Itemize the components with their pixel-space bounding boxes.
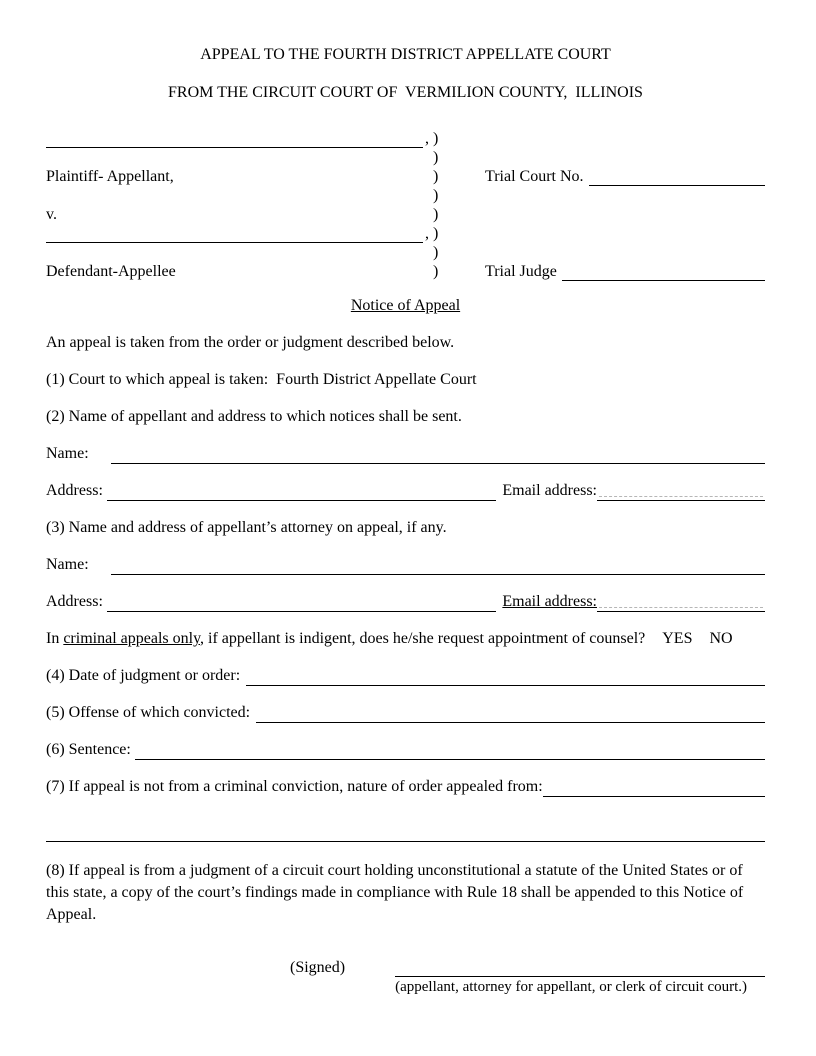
defendant-appellee-label: Defendant-Appellee: [46, 263, 176, 280]
judgment-date-blank[interactable]: [246, 668, 765, 686]
caption-row: [46, 262, 765, 281]
defendant-name-blank[interactable]: [46, 227, 423, 243]
caption-paren: ): [433, 206, 439, 223]
no-option[interactable]: NO: [709, 630, 733, 647]
item-1: [46, 369, 765, 390]
counsel-question: [46, 628, 765, 649]
item-3-label: (3) Name and address of appellant’s attorney on appeal, if any.: [46, 519, 447, 536]
trial-judge-blank[interactable]: [562, 265, 765, 281]
email-field-label: Email address:: [502, 482, 597, 499]
caption-paren: ): [433, 263, 439, 280]
item-7: [46, 776, 765, 797]
order-nature-continuation-blank[interactable]: [46, 824, 765, 842]
item-6-label: (6) Sentence:: [46, 741, 131, 758]
address-field-label: Address:: [46, 593, 103, 610]
item-8-text: (8) If appeal is from a judgment of a circuit court holding unconstitutional a statute of the United States or of this state, a copy of the court’s findings made in compliance with Rule 18 shall be appended to this Notice of Appeal.: [46, 862, 744, 923]
caption-paren: ): [433, 187, 439, 204]
item-7-label: (7) If appeal is not from a criminal conviction, nature of order appealed from:: [46, 778, 543, 795]
attorney-name-blank[interactable]: [111, 557, 765, 575]
signature-caption: (appellant, attorney for appellant, or clerk of circuit court.): [395, 979, 748, 995]
caption-paren: ): [433, 168, 439, 185]
item-5: [46, 702, 765, 723]
appellant-name-blank[interactable]: [111, 446, 765, 464]
caption-row: [46, 186, 765, 205]
signature-column: [395, 958, 765, 997]
item-7-continuation-row: [46, 821, 765, 842]
caption-row: [46, 167, 765, 186]
item-6: [46, 739, 765, 760]
address-field-label: Address:: [46, 482, 103, 499]
order-nature-blank[interactable]: [543, 779, 765, 797]
item-5-label: (5) Offense of which convicted:: [46, 704, 251, 721]
offense-blank[interactable]: [256, 705, 765, 723]
caption-paren: ): [433, 225, 439, 242]
item-4-label: (4) Date of judgment or order:: [46, 667, 241, 684]
versus-label: v.: [46, 206, 57, 223]
attorney-address-blank[interactable]: [107, 594, 496, 612]
email-field-label: Email address:: [502, 593, 597, 610]
intro-text: An appeal is taken from the order or judgment described below.: [46, 334, 455, 351]
appellant-address-blank[interactable]: [107, 483, 496, 501]
caption-comma: ,: [425, 130, 429, 147]
appellant-address-row: [46, 480, 765, 501]
caption-row: [46, 224, 765, 243]
caption-paren: ): [433, 149, 439, 166]
counsel-question-rest: , if appellant is indigent, does he/she request appointment of counsel?: [200, 630, 646, 647]
trial-court-no-label: Trial Court No.: [485, 168, 584, 185]
trial-judge-label: Trial Judge: [485, 263, 557, 280]
signature-blank[interactable]: [395, 958, 765, 977]
form-title-line2: FROM THE CIRCUIT COURT OF VERMILION COUNTY, ILLINOIS: [168, 84, 643, 101]
yes-option[interactable]: YES: [662, 630, 693, 647]
notice-of-appeal-heading-text: Notice of Appeal: [350, 297, 461, 314]
case-caption: [46, 129, 765, 281]
sentence-blank[interactable]: [135, 742, 765, 760]
trial-court-no-blank[interactable]: [589, 170, 765, 186]
caption-row: [46, 148, 765, 167]
notice-of-appeal-heading: [46, 295, 765, 316]
name-field-label: Name:: [46, 556, 89, 573]
caption-paren: ): [433, 244, 439, 261]
item-1-value: Fourth District Appellate Court: [276, 371, 477, 388]
form-title-line1: APPEAL TO THE FOURTH DISTRICT APPELLATE COURT: [200, 46, 611, 63]
attorney-address-row: [46, 591, 765, 612]
caption-row: [46, 129, 765, 148]
appellant-name-row: [46, 443, 765, 464]
signed-label: (Signed): [290, 959, 346, 976]
caption-row: [46, 205, 765, 224]
counsel-question-prefix: In: [46, 630, 64, 647]
counsel-question-underlined: criminal appeals only: [63, 630, 201, 647]
appellant-email-blank[interactable]: [597, 483, 765, 501]
signature-block: [46, 958, 765, 997]
caption-paren: ): [433, 130, 439, 147]
attorney-name-row: [46, 554, 765, 575]
item-4: [46, 665, 765, 686]
plaintiff-name-blank[interactable]: [46, 132, 423, 148]
attorney-email-blank[interactable]: [597, 594, 765, 612]
caption-comma: ,: [425, 225, 429, 242]
caption-row: [46, 243, 765, 262]
plaintiff-appellant-label: Plaintiff- Appellant,: [46, 168, 174, 185]
name-field-label: Name:: [46, 445, 89, 462]
item-2-label: (2) Name of appellant and address to which notices shall be sent.: [46, 408, 462, 425]
item-1-label: (1) Court to which appeal is taken:: [46, 371, 269, 388]
